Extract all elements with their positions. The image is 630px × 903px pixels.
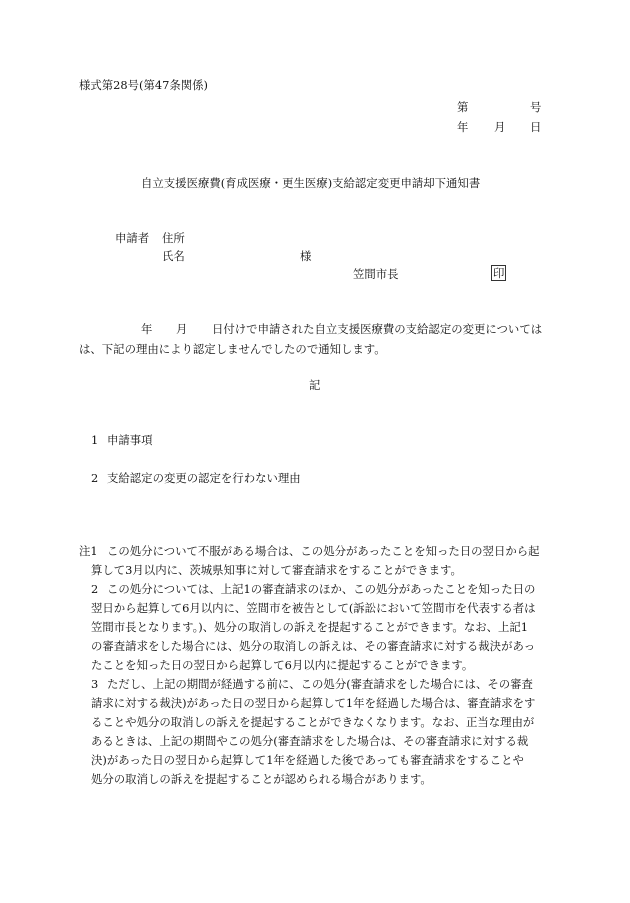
note-1-number: 注1: [79, 544, 98, 558]
item-2-text: 支給認定の変更の認定を行わない理由: [107, 471, 301, 485]
note-line: 算して3月以内に、茨城県知事に対して審査請求をすることができます。: [91, 563, 462, 577]
doc-number-go: 号: [530, 100, 542, 114]
note-line: 処分の取消しの訴えを提起することが認められる場合があります。: [91, 772, 432, 786]
note-3-number: 3: [91, 677, 99, 691]
form-number: 様式第28号(第47条関係): [79, 78, 209, 92]
item-1-text: 申請事項: [107, 433, 153, 447]
address-label: 住所: [162, 231, 185, 245]
body-line-2: は、下記の理由により認定しませんでしたので通知します。: [79, 342, 386, 356]
body-month: 月: [176, 322, 188, 336]
note-line: ることや処分の取消しの訴えを提起することができなくなります。なお、正当な理由が: [91, 715, 535, 729]
date-month: 月: [494, 120, 506, 134]
note-line: 笠間市長となります。)、処分の取消しの訴えを提起することができます。なお、上記1: [91, 620, 529, 634]
body-line-1: 日付けで申請された自立支援医療費の支給認定の変更については: [212, 322, 543, 336]
note-line: ただし、上記の期間が経過する前に、この処分(審査請求をした場合には、その審査: [107, 677, 533, 691]
applicant-label: 申請者: [115, 231, 150, 245]
note-line: たことを知った日の翌日から起算して6月以内に提起することができます。: [91, 658, 474, 672]
item-2-number: 2: [91, 471, 99, 485]
date-day: 日: [530, 120, 542, 134]
ki-heading: 記: [309, 378, 321, 392]
item-1-number: 1: [91, 433, 99, 447]
date-year: 年: [457, 120, 469, 134]
honorific: 様: [300, 249, 312, 263]
note-line: この処分について不服がある場合は、この処分があったことを知った日の翌日から起: [107, 544, 540, 558]
note-line: 請求に対する裁決)があった日の翌日から起算して1年を経過した場合は、審査請求をす: [91, 696, 536, 710]
body-year: 年: [141, 322, 153, 336]
note-line: この処分については、上記1の審査請求のほか、この処分があったことを知った日の: [107, 582, 536, 596]
note-line: 決)があった日の翌日から起算して1年を経過した後であっても審査請求をすることや: [91, 753, 524, 767]
note-2-number: 2: [91, 582, 99, 596]
doc-number-dai: 第: [457, 100, 469, 114]
page-title: 自立支援医療費(育成医療・更生医療)支給認定変更申請却下通知書: [141, 176, 481, 190]
seal-text: 印: [493, 266, 505, 280]
note-line: あるときは、上記の期間やこの処分(審査請求をした場合は、その審査請求に対する裁: [91, 734, 529, 748]
note-line: 翌日から起算して6月以内に、笠間市を被告として(訴訟において笠間市を代表する者は: [91, 601, 536, 615]
name-label: 氏名: [162, 249, 185, 263]
seal-mark: [491, 265, 506, 281]
issuer-name: 笠間市長: [353, 267, 399, 281]
note-line: の審査請求をした場合には、処分の取消しの訴えは、その審査請求に対する裁決があっ: [91, 639, 536, 653]
